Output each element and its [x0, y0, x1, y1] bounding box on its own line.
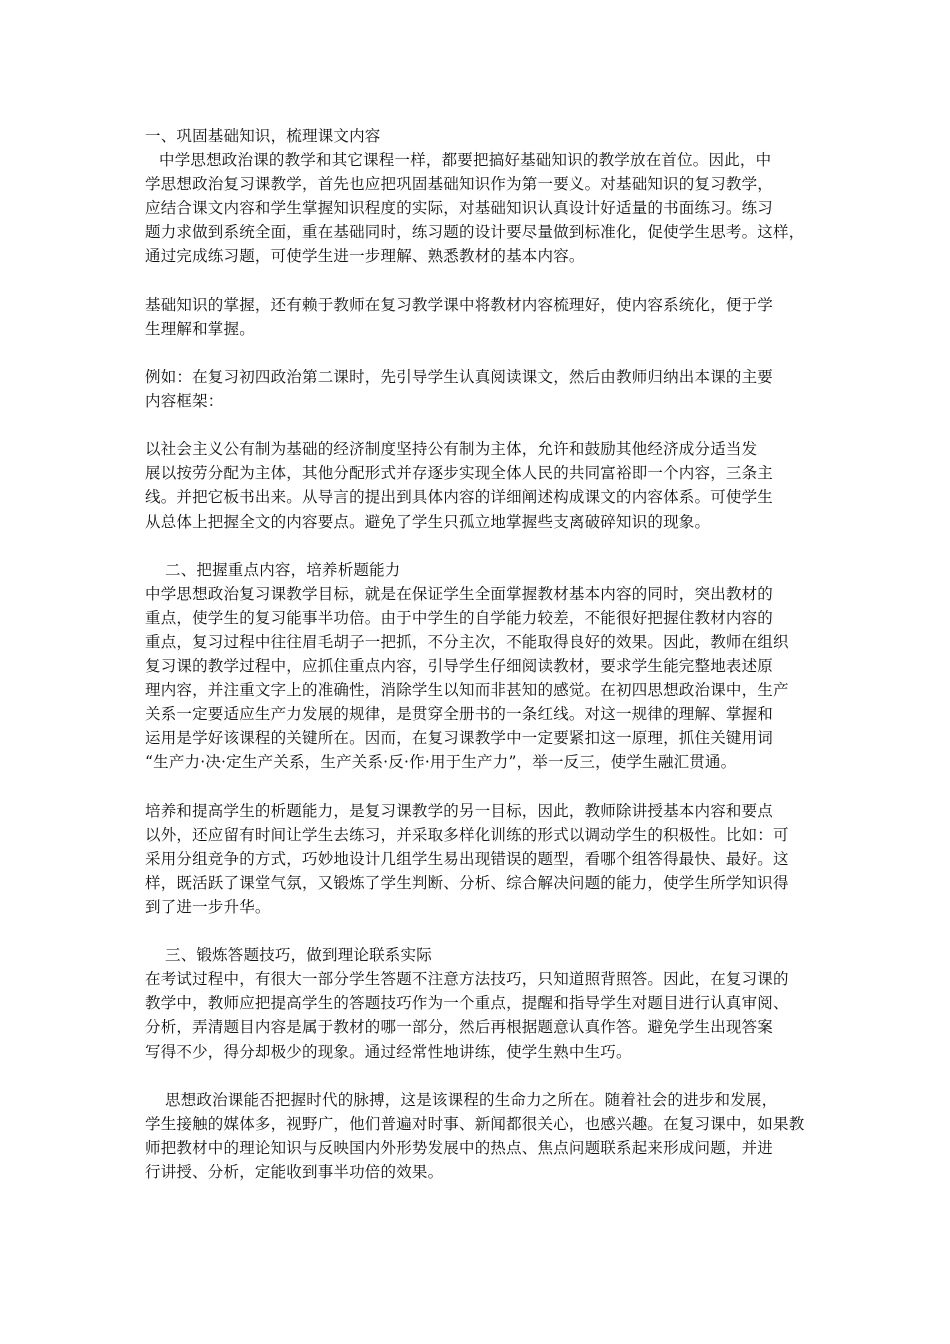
text-line: 复习课的教学过程中，应抓住重点内容，引导学生仔细阅读教材，要求学生能完整地表述原: [145, 657, 774, 676]
text-line: 分析，弄清题目内容是属于教材的哪一部分，然后再根据题意认真作答。避免学生出现答案: [145, 1018, 774, 1037]
text-line: 二、把握重点内容，培养析题能力: [165, 560, 401, 579]
text-line: 培养和提高学生的析题能力，是复习课教学的另一目标，因此，教师除讲授基本内容和要点: [145, 801, 774, 820]
text-line: 师把教材中的理论知识与反映国内外形势发展中的热点、焦点问题联系起来形成问题，并进: [145, 1138, 774, 1157]
text-line: 理内容，并注重文字上的准确性，消除学生以知而非甚知的感觉。在初四思想政治课中，生产: [145, 681, 789, 700]
text-line: 行讲授、分析，定能收到事半功倍的效果。: [145, 1163, 444, 1182]
text-line: 思想政治课能否把握时代的脉搏，这是该课程的生命力之所在。随着社会的进步和发展，: [165, 1090, 778, 1109]
text-line: 例如：在复习初四政治第二课时，先引导学生认真阅读课文，然后由教师归纳出本课的主要: [145, 367, 774, 386]
text-line: 采用分组竞争的方式，巧妙地设计几组学生易出现错误的题型，看哪个组答得最快、最好。这: [145, 849, 789, 868]
text-line: 通过完成练习题，可使学生进一步理解、熟悉教材的基本内容。: [145, 247, 585, 266]
text-line: 展以按劳分配为主体，其他分配形式并存逐步实现全体人民的共同富裕即一个内容，三条主: [145, 464, 774, 483]
text-line: 学思想政治复习课教学，首先也应把巩固基础知识作为第一要义。对基础知识的复习教学，: [145, 175, 774, 194]
text-line: 中学思想政治课的教学和其它课程一样，都要把搞好基础知识的教学放在首位。因此，中: [159, 151, 772, 170]
text-line: 重点，复习过程中往往眉毛胡子一把抓，不分主次，不能取得良好的效果。因此，教师在组织: [145, 632, 789, 651]
text-line: “生产力·决·定生产关系，生产关系·反·作·用于生产力”，举一反三，使学生融汇贯通。: [145, 753, 737, 772]
text-line: 三、锻炼答题技巧，做到理论联系实际: [165, 946, 432, 965]
document-body: [145, 124, 813, 1184]
paragraph-gap: [145, 919, 813, 943]
text-line: 内容框架：: [145, 392, 224, 411]
text-line: 运用是学好该课程的关键所在。因而，在复习课教学中一定要紧扣这一原理，抓住关键用词: [145, 729, 774, 748]
text-line: 题力求做到系统全面，重在基础同时，练习题的设计要尽量做到标准化，促使学生思考。这样，: [145, 223, 805, 242]
text-line: 以外，还应留有时间让学生去练习，并采取多样化训练的形式以调动学生的积极性。比如：可: [145, 825, 789, 844]
text-line: 在考试过程中，有很大一部分学生答题不注意方法技巧，只知道照背照答。因此，在复习课的: [145, 970, 789, 989]
text-line: 学生接触的媒体多，视野广，他们普遍对时事、新闻都很关心，也感兴趣。在复习课中，如果教: [145, 1114, 805, 1133]
paragraph-gap: [145, 269, 813, 293]
text-line: 中学思想政治复习课教学目标，就是在保证学生全面掌握教材基本内容的同时，突出教材的: [145, 584, 774, 603]
text-line: 写得不少，得分却极少的现象。通过经常性地讲练，使学生熟中生巧。: [145, 1042, 632, 1061]
text-line: 关系一定要适应生产力发展的规律，是贯穿全册书的一条红线。对这一规律的理解、掌握和: [145, 705, 774, 724]
text-line: 到了进一步升华。: [145, 898, 271, 916]
text-line: 重点，使学生的复习能事半功倍。由于中学生的自学能力较差，不能很好把握住教材内容的: [145, 608, 774, 627]
text-line: 教学中，教师应把提高学生的答题技巧作为一个重点，提醒和指导学生对题目进行认真审阅、: [145, 994, 789, 1013]
paragraph-gap: [145, 341, 813, 365]
paragraph-gap: [145, 534, 813, 558]
text-line: 基础知识的掌握，还有赖于教师在复习教学课中将教材内容梳理好，使内容系统化，便于学: [145, 295, 774, 314]
paragraph-gap: [145, 775, 813, 799]
text-line: 一、巩固基础知识，梳理课文内容: [145, 127, 381, 145]
paragraph-gap: [145, 1064, 813, 1088]
text-line: 样，既活跃了课堂气氛，又锻炼了学生判断、分析、综合解决问题的能力，使学生所学知识得: [145, 873, 789, 892]
text-line: 线。并把它板书出来。从导言的提出到具体内容的详细阐述构成课文的内容体系。可使学生: [145, 488, 774, 507]
paragraph-gap: [145, 413, 813, 437]
text-line: 生理解和掌握。: [145, 319, 255, 338]
text-line: 应结合课文内容和学生掌握知识程度的实际，对基础知识认真设计好适量的书面练习。练习: [145, 199, 774, 218]
text-line: 从总体上把握全文的内容要点。避免了学生只孤立地掌握些支离破碎知识的现象。: [145, 512, 711, 531]
text-line: 以社会主义公有制为基础的经济制度坚持公有制为主体，允许和鼓励其他经济成分适当发: [145, 440, 758, 459]
